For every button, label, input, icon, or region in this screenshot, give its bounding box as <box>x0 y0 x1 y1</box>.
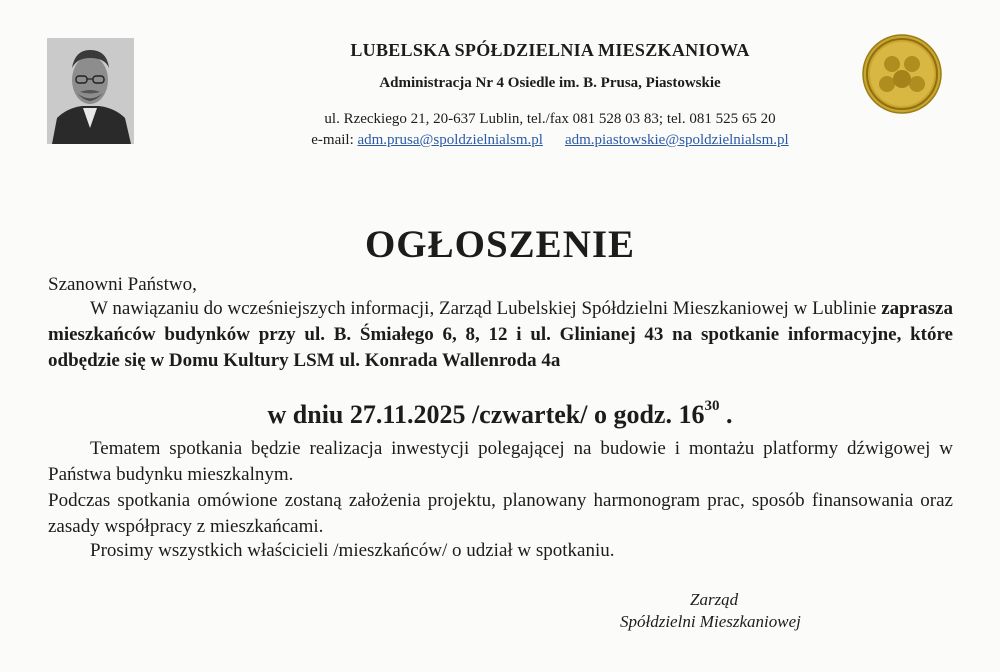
date-text: w dniu 27.11.2025 /czwartek/ o godz. 16 <box>267 400 705 429</box>
address-line: ul. Rzeckiego 21, 20-637 Lublin, tel./fax 081 528 03 83; tel. 081 525 65 20 <box>324 111 776 127</box>
date-minutes: 30 <box>704 398 720 414</box>
email-line <box>50 132 1000 149</box>
paragraph-invitation <box>48 296 953 374</box>
paragraph-topic <box>48 436 953 488</box>
email-link-piastowskie[interactable]: adm.piastowskie@spoldzielnialsm.pl <box>564 132 789 148</box>
date-end: . <box>719 400 733 429</box>
greeting: Szanowni Państwo, <box>48 274 197 295</box>
email-link-prusa[interactable]: adm.prusa@spoldzielnialsm.pl <box>357 132 543 148</box>
topic-text: Tematem spotkania będzie realizacja inwestycji polegającej na budowie i montażu platformy dźwigowej w Państwa budynku mieszkalnym. <box>48 438 953 485</box>
signature-board: Zarząd <box>690 590 739 609</box>
paragraph-details: Podczas spotkania omówione zostaną założenia projektu, planowany harmonogram prac, sposób finansowania oraz zasady współpracy z mieszkańcami. <box>48 490 953 537</box>
email-label: e-mail: <box>311 132 358 148</box>
invitation-bold-text: zaprasza mieszkańców budynków przy ul. B. Śmiałego 6, 8, 12 i ul. Glinianej 43 na spotkanie informacyjne, które odbędzie się w Domu Kultury LSM ul. Konrada Wallenroda 4a <box>48 298 953 371</box>
meeting-date <box>0 400 1000 430</box>
signature-cooperative: Spółdzielni Mieszkaniowej <box>620 612 801 631</box>
organization-name: LUBELSKA SPÓŁDZIELNIA MIESZKANIOWA <box>350 40 750 60</box>
paragraph-request: Prosimy wszystkich właścicieli /mieszkańców/ o udział w spotkaniu. <box>90 540 615 561</box>
invitation-text: W nawiązaniu do wcześniejszych informacji, Zarząd Lubelskiej Spółdzielni Mieszkaniowej w Lublinie <box>90 298 882 319</box>
page-title: OGŁOSZENIE <box>364 223 636 266</box>
administration-name: Administracja Nr 4 Osiedle im. B. Prusa, Piastowskie <box>379 75 721 91</box>
